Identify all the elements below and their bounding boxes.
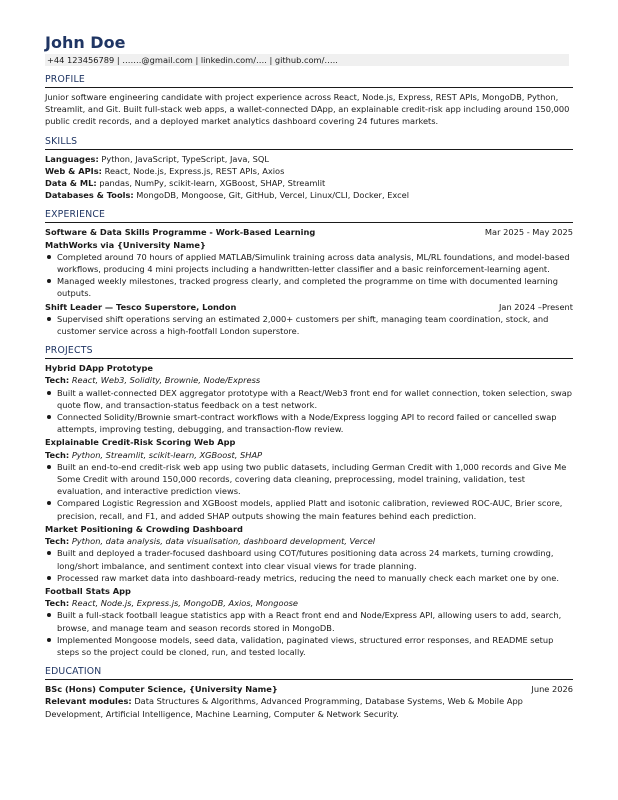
- list-item: Implemented Mongoose models, seed data, validation, paginated views, structured error responses, and README setup steps so the project could be cloned, run, and tested locally.: [45, 634, 573, 658]
- tech-label: Tech:: [45, 536, 70, 547]
- tech-value: Python, Streamlit, scikit-learn, XGBoost, SHAP: [71, 449, 263, 460]
- project-name: Explainable Credit-Risk Scoring Web App: [45, 437, 236, 448]
- candidate-name: John Doe: [45, 33, 126, 52]
- job-role: Shift Leader — Tesco Superstore, London: [45, 301, 237, 312]
- list-item: Processed raw market data into dashboard-ready metrics, reducing the need to manually check each market one by one.: [45, 572, 573, 584]
- project-tech: [45, 449, 573, 461]
- job-header: [45, 301, 573, 313]
- skill-row: [45, 189, 573, 201]
- job-bullets: [45, 313, 573, 337]
- job-date: Mar 2025 - May 2025: [484, 227, 573, 238]
- project-bullets: [45, 387, 573, 436]
- skill-row: [45, 153, 573, 165]
- education-block: [45, 683, 573, 720]
- skills-list: [45, 153, 573, 202]
- modules-value: Data Structures & Algorithms, Advanced Programming, Database Systems, Web & Mobile App Development, Artificial Intelligence, Machine Learning, Computer & Network Security.: [45, 696, 523, 719]
- experience-list: [45, 226, 573, 337]
- list-item: Supervised shift operations serving an estimated 2,000+ customers per shift, managing team coordination, stock, and customer service across a high-footfall London superstore.: [45, 313, 573, 337]
- tech-value: Python, data analysis, data visualisation, dashboard development, Vercel: [71, 536, 376, 547]
- section-title-profile: PROFILE: [45, 74, 573, 88]
- job-bullets: [45, 251, 573, 300]
- project-bullets: [45, 461, 573, 522]
- project-tech: [45, 374, 573, 386]
- project-name: Football Stats App: [45, 585, 131, 596]
- skill-label: Web & APIs:: [45, 165, 102, 176]
- skill-value: React, Node.js, Express.js, REST APIs, Axios: [104, 165, 285, 176]
- list-item: Managed weekly milestones, tracked progress clearly, and completed the programme on time with documented learning outputs.: [45, 275, 573, 299]
- tech-value: React, Node.js, Express.js, MongoDB, Axios, Mongoose: [71, 598, 298, 609]
- job-header: [45, 226, 573, 238]
- section-title-experience: EXPERIENCE: [45, 209, 573, 223]
- project-tech: [45, 597, 573, 609]
- skill-row: [45, 177, 573, 189]
- list-item: Compared Logistic Regression and XGBoost models, applied Platt and isotonic calibration, reviewed ROC-AUC, Brier score, precision, recall, and F1, and added SHAP outputs showing the main features behind each prediction.: [45, 497, 573, 521]
- job-org: MathWorks via {University Name}: [45, 239, 206, 250]
- section-title-skills: SKILLS: [45, 136, 573, 150]
- skill-label: Languages:: [45, 153, 99, 164]
- education-header: [45, 683, 573, 695]
- section-title-projects: PROJECTS: [45, 345, 573, 359]
- modules: [45, 695, 573, 719]
- tech-value: React, Web3, Solidity, Brownie, Node/Express: [71, 375, 261, 386]
- section-title-education: EDUCATION: [45, 666, 573, 680]
- job-date: Jan 2024 –Present: [498, 301, 573, 312]
- project-bullets: [45, 609, 573, 658]
- modules-label: Relevant modules:: [45, 696, 132, 707]
- list-item: Built and deployed a trader-focused dashboard using COT/futures positioning data across 24 markets, turning crowding, long/short imbalance, and sentiment context into clear visual views for trade planning.: [45, 547, 573, 571]
- project-name: Hybrid DApp Prototype: [45, 363, 153, 374]
- list-item: Built a full-stack football league statistics app with a React front end and Node/Express API, allowing users to add, search, browse, and manage team and season records stored in MongoDB.: [45, 609, 573, 633]
- degree: BSc (Hons) Computer Science, {University Name}: [45, 684, 278, 695]
- project-tech: [45, 535, 573, 547]
- tech-label: Tech:: [45, 449, 70, 460]
- profile-text: Junior software engineering candidate with project experience across React, Node.js, Express, REST APIs, MongoDB, Python, Streamlit, and Git. Built full-stack web apps, a wallet-connected DApp, an explainable credit-risk app including around 150,000 public credit records, and a deployed market analytics dashboard covering 24 futures markets.: [45, 92, 570, 127]
- contact-line: +44 123456789 | …….@gmail.com | linkedin.com/…. | github.com/…..: [45, 54, 569, 66]
- project-bullets: [45, 547, 573, 584]
- job-role: Software & Data Skills Programme - Work-Based Learning: [45, 227, 316, 238]
- projects-list: [45, 362, 573, 658]
- skill-value: Python, JavaScript, TypeScript, Java, SQL: [101, 153, 269, 164]
- project-name: Market Positioning & Crowding Dashboard: [45, 523, 243, 534]
- list-item: Connected Solidity/Brownie smart-contract workflows with a Node/Express logging API to record failed or cancelled swap attempts, improving testing, debugging, and transaction-flow review.: [45, 411, 573, 435]
- skill-row: [45, 165, 573, 177]
- education-date: June 2026: [531, 684, 573, 695]
- skill-label: Data & ML:: [45, 178, 97, 189]
- tech-label: Tech:: [45, 375, 70, 386]
- list-item: Built an end-to-end credit-risk web app using two public datasets, including German Credit with 1,000 records and Give Me Some Credit with around 150,000 records, covering data cleaning, preprocessing, model training, validation, test evaluation, and interactive prediction views.: [45, 461, 573, 498]
- skill-label: Databases & Tools:: [45, 190, 134, 201]
- list-item: Built a wallet-connected DEX aggregator prototype with a React/Web3 front end for wallet connection, token selection, swap quote flow, and transaction-status feedback on a test network.: [45, 387, 573, 411]
- list-item: Completed around 70 hours of applied MATLAB/Simulink training across data analysis, ML/RL foundations, and model-based workflows, producing 4 mini projects including a handwritten-letter classifier and a basic reinforcement-learning agent.: [45, 251, 573, 275]
- skill-value: pandas, NumPy, scikit-learn, XGBoost, SHAP, Streamlit: [99, 178, 326, 189]
- tech-label: Tech:: [45, 598, 70, 609]
- skill-value: MongoDB, Mongoose, Git, GitHub, Vercel, Linux/CLI, Docker, Excel: [136, 190, 410, 201]
